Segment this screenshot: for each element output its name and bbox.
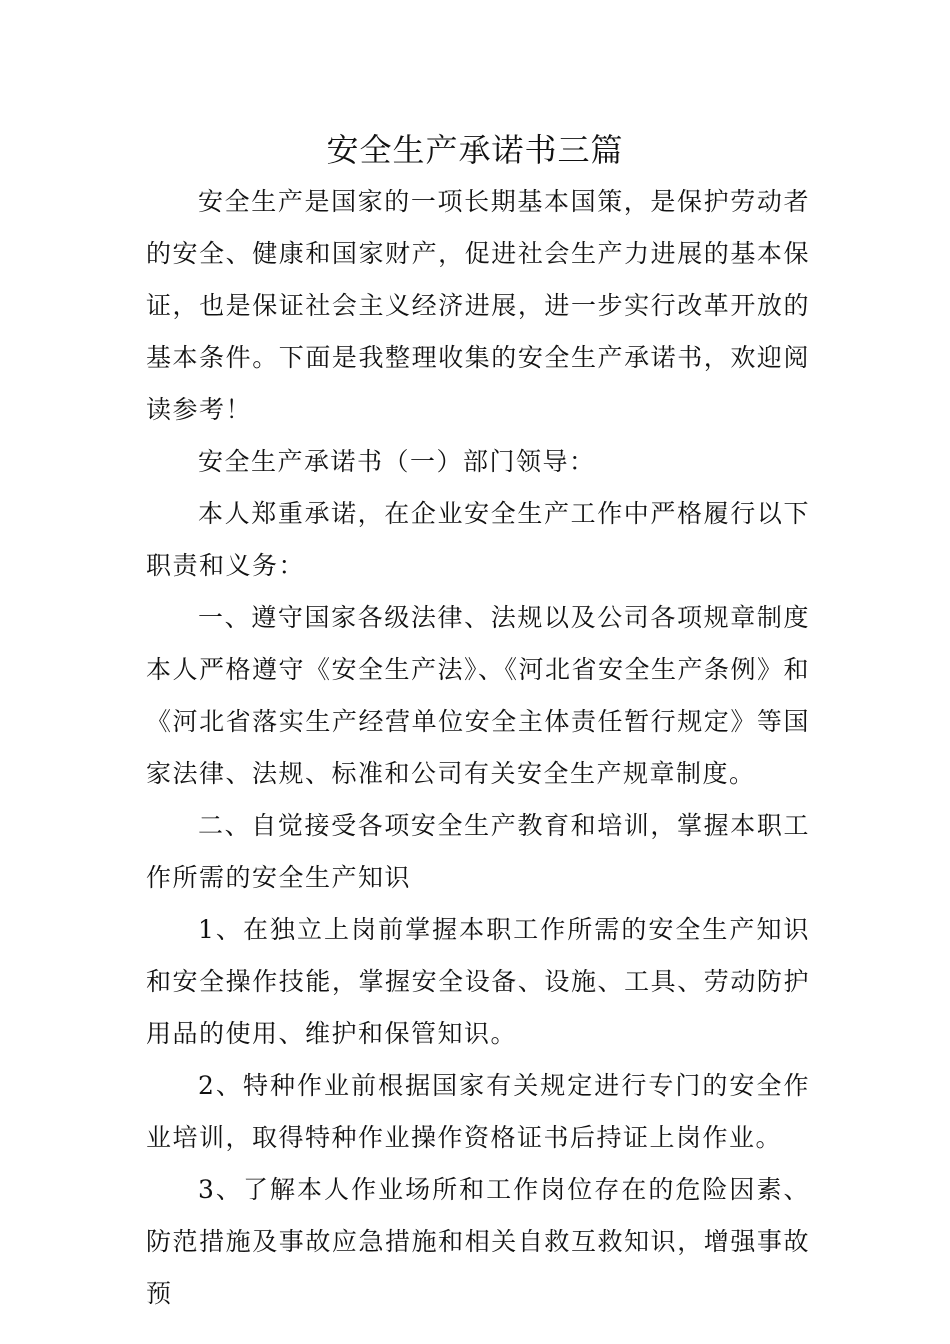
item-two-paragraph: 二、自觉接受各项安全生产教育和培训，掌握本职工作所需的安全生产知识 [146,811,810,892]
section-heading-paragraph: 安全生产承诺书（一）部门领导： [198,447,596,476]
pledge-paragraph: 本人郑重承诺，在企业安全生产工作中严格履行以下职责和义务： [146,499,810,580]
subitem-one-paragraph: 1、在独立上岗前掌握本职工作所需的安全生产知识和安全操作技能，掌握安全设备、设施、工具、劳动防护用品的使用、维护和保管知识。 [146,915,810,1048]
subitem-two-paragraph: 2、特种作业前根据国家有关规定进行专门的安全作业培训，取得特种作业操作资格证书后持证上岗作业。 [146,1071,810,1152]
item-one-paragraph: 一、遵守国家各级法律、法规以及公司各项规章制度本人严格遵守《安全生产法》、《河北省安全生产条例》和《河北省落实生产经营单位安全主体责任暂行规定》等国家法律、法规、标准和公司有关安全生产规章制度。 [146,603,811,788]
document-body [146,176,810,1320]
intro-paragraph: 安全生产是国家的一项长期基本国策，是保护劳动者的安全、健康和国家财产，促进社会生产力进展的基本保证，也是保证社会主义经济进展，进一步实行改革开放的基本条件。下面是我整理收集的安全生产承诺书，欢迎阅读参考！ [146,187,810,424]
document-title: 安全生产承诺书三篇 [326,131,624,169]
subitem-three-paragraph: 3、了解本人作业场所和工作岗位存在的危险因素、防范措施及事故应急措施和相关自救互救知识，增强事故预 [146,1175,810,1308]
